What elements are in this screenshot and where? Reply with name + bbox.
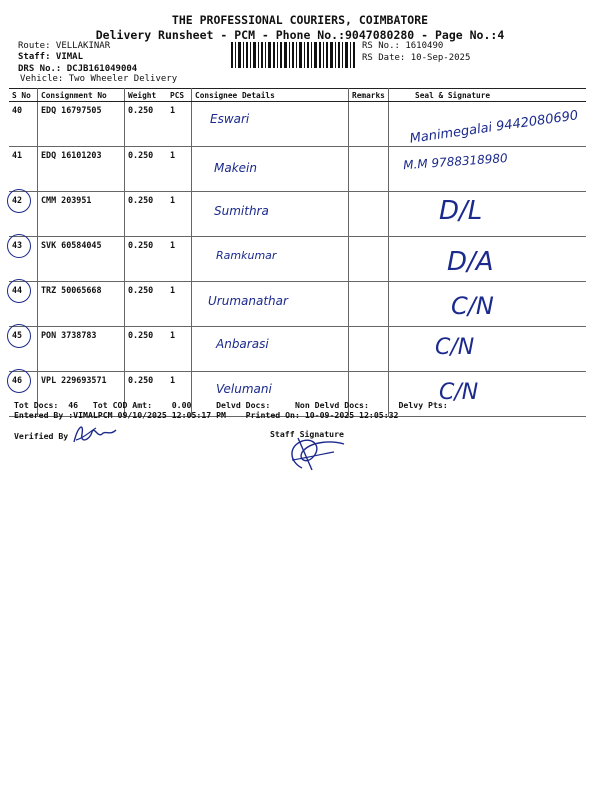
circle-mark [7,369,31,393]
rs-date: RS Date: 10-Sep-2025 [362,53,471,63]
col-header-remarks: Remarks [349,89,389,102]
consignee-handwriting: Velumani [216,382,272,396]
sno-cell: 41 [9,147,38,192]
sno-cell: 42 [9,192,38,237]
weight-cell: 0.250 [125,237,168,282]
rs-number: RS No.: 1610490 [362,41,444,51]
signature-handwriting: C/N [439,380,479,405]
weight-cell: 0.250 [125,192,168,237]
table-header-row [9,89,586,102]
signature-cell [389,327,587,372]
vehicle-label: Vehicle: Two Wheeler Delivery [20,74,178,84]
sno-cell: 44 [9,282,38,327]
col-header-sno: S No [9,89,38,102]
consignment-cell: CMM 203951 [38,192,125,237]
signature-handwriting: D/A [447,247,494,277]
consignee-cell [192,237,349,282]
verified-by-label: Verified By [14,431,69,441]
consignee-cell [192,192,349,237]
sno-cell: 40 [9,102,38,147]
signature-cell [389,192,587,237]
barcode-image [231,42,357,68]
signature-handwriting: C/N [435,335,475,360]
staff-signature-image [282,432,352,474]
table-row [9,327,586,372]
consignee-cell [192,147,349,192]
signature-cell [389,147,587,192]
consignment-cell: SVK 60584045 [38,237,125,282]
col-header-weight: Weight [125,89,168,102]
remarks-cell [349,282,389,327]
pcs-cell: 1 [167,147,192,192]
consignee-cell [192,282,349,327]
signature-cell [389,102,587,147]
consignee-handwriting: Ramkumar [216,249,277,262]
sno-cell: 45 [9,327,38,372]
consignee-cell [192,327,349,372]
weight-cell: 0.250 [125,282,168,327]
route-label: Route: VELLAKINAR [18,41,111,51]
col-header-pcs: PCS [167,89,192,102]
sno-cell: 46 [9,372,38,417]
consignee-handwriting: Sumithra [214,204,269,218]
verified-signature-image [70,420,120,448]
table-row [9,147,586,192]
col-header-consignment: Consignment No [38,89,125,102]
consignment-cell: VPL 229693571 [38,372,125,417]
pcs-cell: 1 [167,372,192,417]
table-row [9,237,586,282]
consignee-handwriting: Makein [214,161,257,175]
company-title: THE PROFESSIONAL COURIERS, COIMBATORE [171,13,429,27]
entered-printed-line: Entered By :VIMALPCM 09/10/2025 12:05:17 PM Printed On: 10-09-2025 12:05:32 [14,410,399,420]
consignment-cell: EDQ 16797505 [38,102,125,147]
drs-number: DRS No.: DCJB161049004 [18,64,138,74]
pcs-cell: 1 [167,237,192,282]
signature-handwriting: M.M 9788318980 [402,150,509,173]
consignee-handwriting: Eswari [210,112,250,126]
remarks-cell [349,237,389,282]
consignment-cell: PON 3738783 [38,327,125,372]
sno-cell: 43 [9,237,38,282]
circle-mark [7,234,31,258]
pcs-cell: 1 [167,102,192,147]
table-row [9,282,586,327]
remarks-cell [349,327,389,372]
totals-line: Tot Docs: 46 Tot COD Amt: 0.00 Delvd Docs: Non Delvd Docs: Delvy Pts: [14,400,448,410]
weight-cell: 0.250 [125,372,168,417]
remarks-cell [349,102,389,147]
runsheet-table [9,88,586,417]
pcs-cell: 1 [167,327,192,372]
circle-mark [7,279,31,303]
signature-handwriting: C/N [451,292,494,320]
weight-cell: 0.250 [125,327,168,372]
weight-cell: 0.250 [125,102,168,147]
signature-cell [389,282,587,327]
consignment-cell: EDQ 16101203 [38,147,125,192]
pcs-cell: 1 [167,192,192,237]
consignment-cell: TRZ 50065668 [38,282,125,327]
remarks-cell [349,147,389,192]
col-header-signature: Seal & Signature [389,89,587,102]
weight-cell: 0.250 [125,147,168,192]
consignee-handwriting: Anbarasi [216,337,269,351]
staff-label: Staff: VIMAL [18,52,84,62]
signature-cell [389,237,587,282]
signature-handwriting: D/L [439,196,483,226]
consignee-cell [192,102,349,147]
signature-handwriting: Manimegalai 9442080690 [408,108,580,147]
pcs-cell: 1 [167,282,192,327]
consignee-handwriting: Urumanathar [208,294,288,308]
col-header-consignee: Consignee Details [192,89,349,102]
table-row [9,192,586,237]
circle-mark [7,324,31,348]
runsheet-subtitle: Delivery Runsheet - PCM - Phone No.:9047080280 - Page No.:4 [95,28,505,42]
circle-mark [7,189,31,213]
table-row [9,102,586,147]
staff-signature-label: Staff Signature [270,429,344,439]
remarks-cell [349,192,389,237]
